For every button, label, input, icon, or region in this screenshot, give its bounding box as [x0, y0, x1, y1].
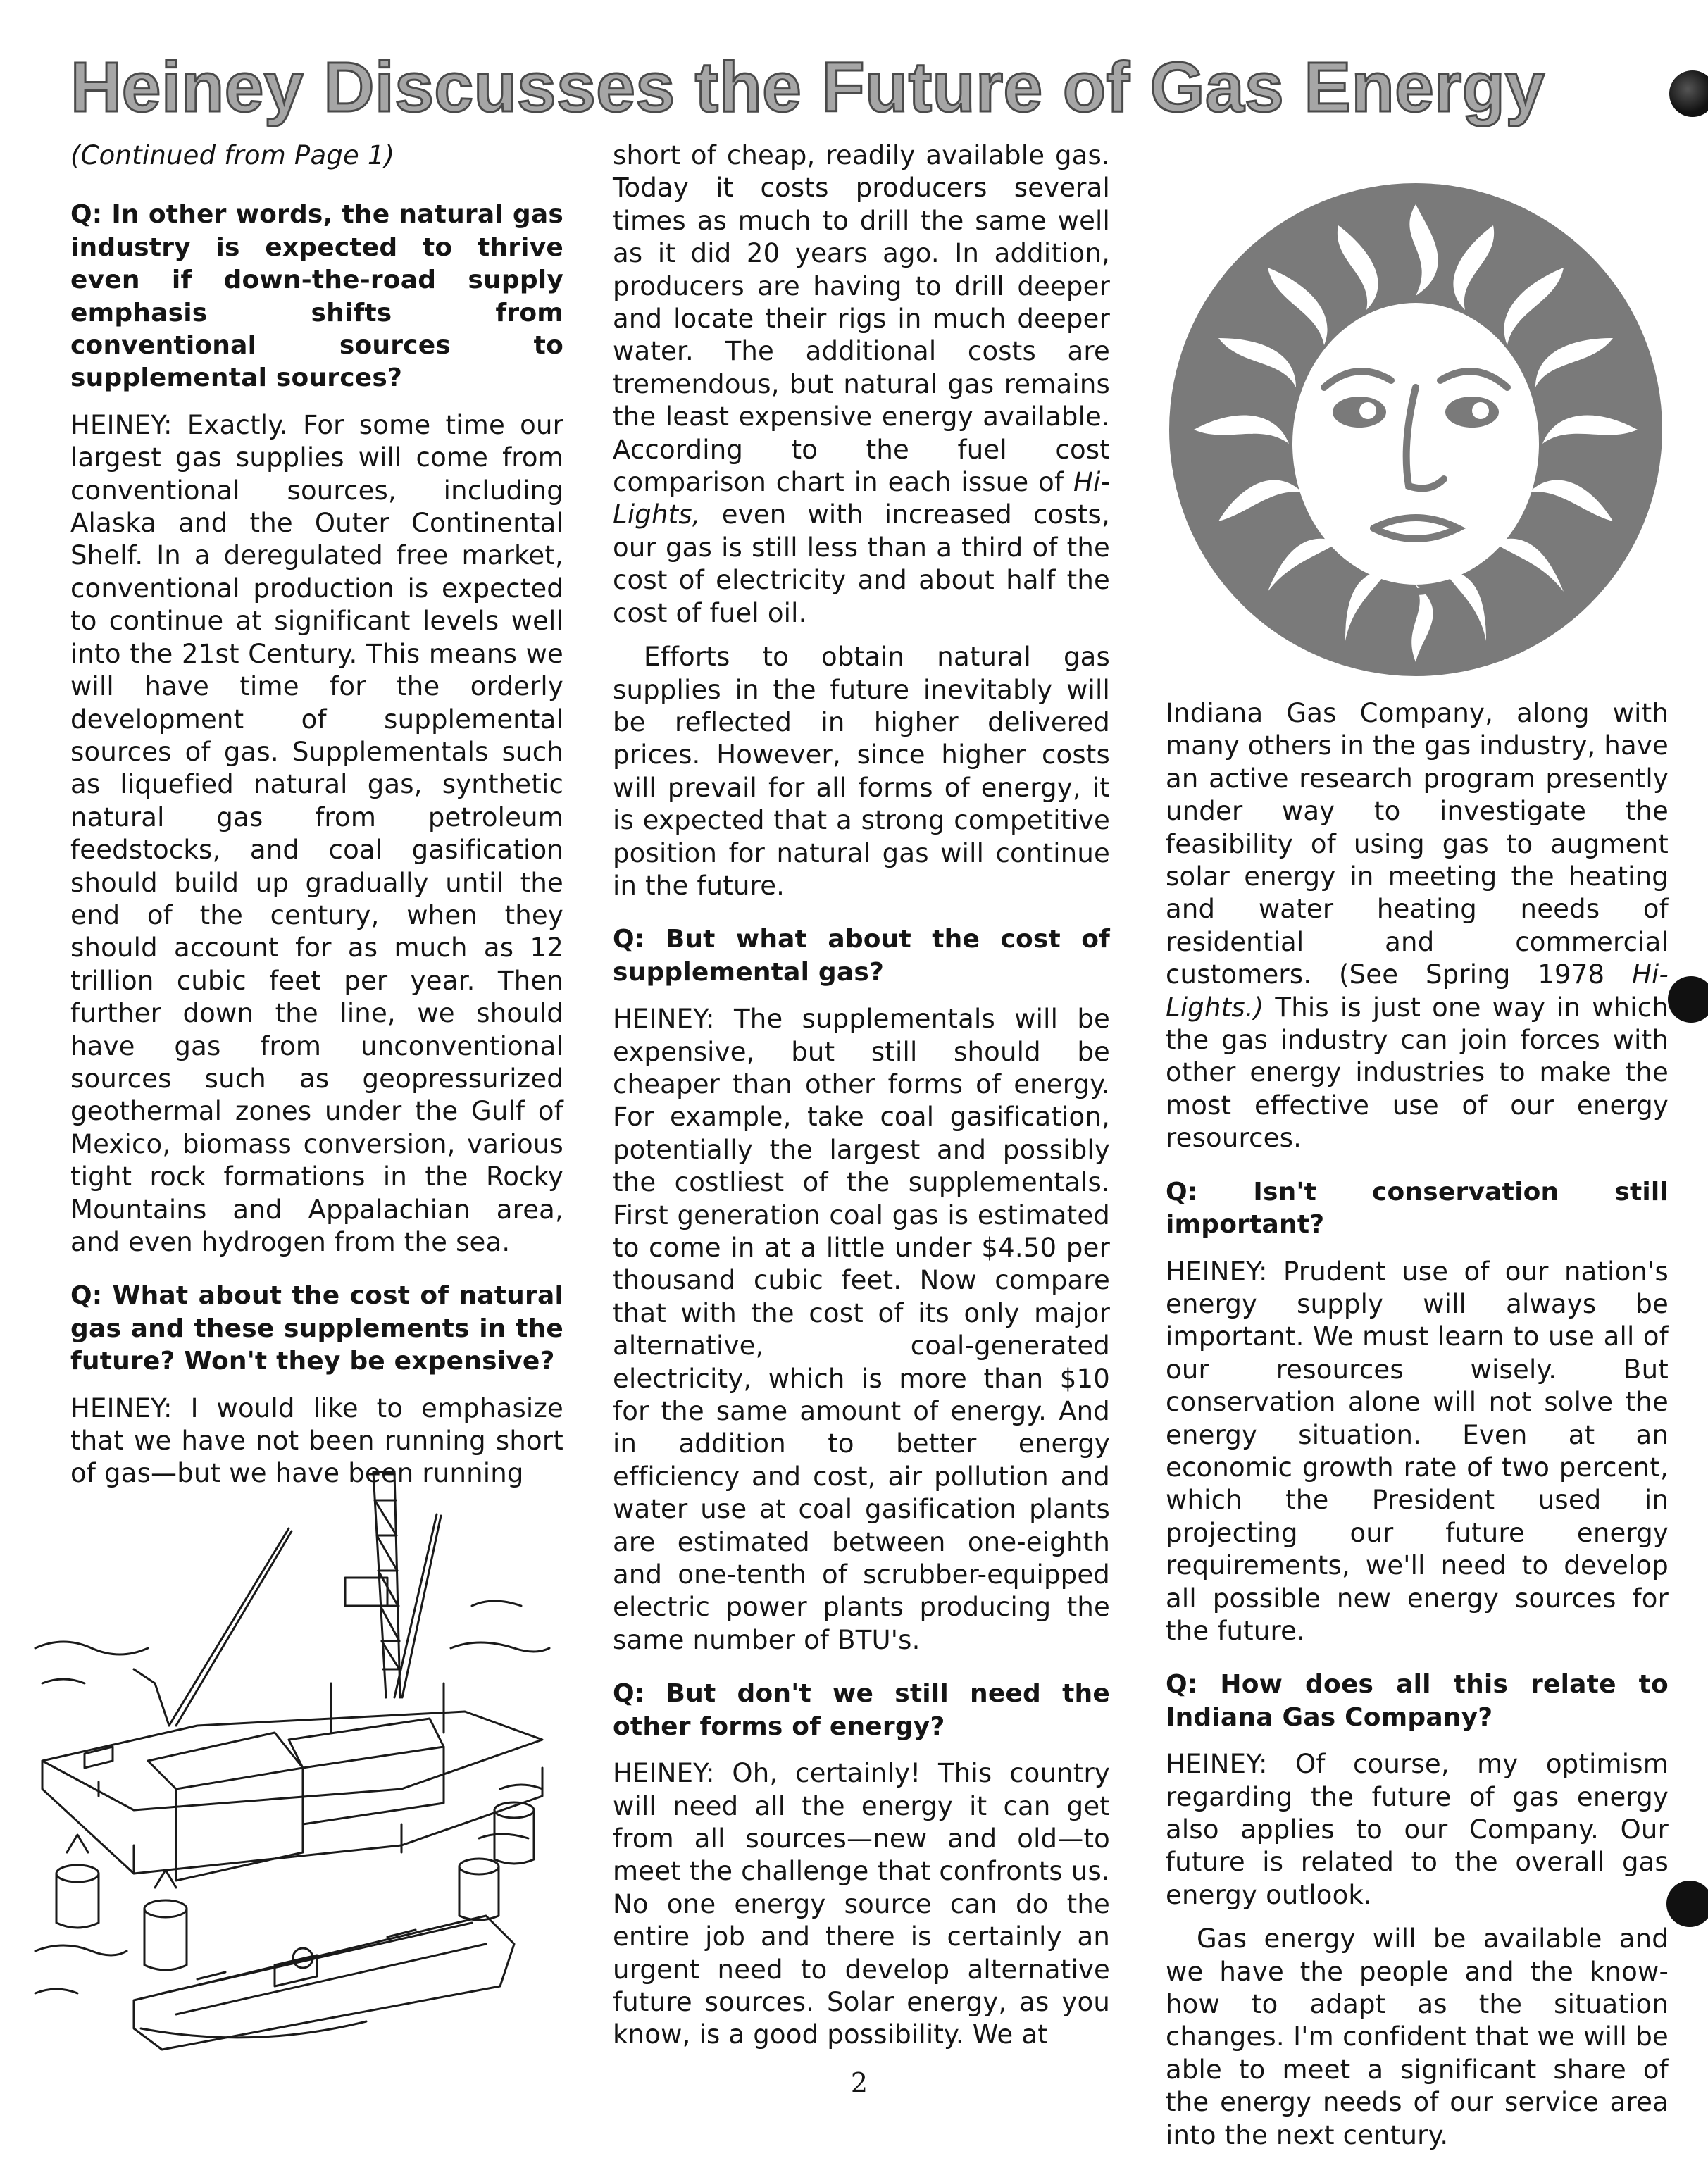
closing-paragraph: Gas energy will be available and we have the people and the know-how to adapt as the situation changes. I'm confident that we will be able to meet a significant share of the energy needs of our service area into the next century.: [1166, 1924, 1669, 2150]
binder-hole-middle: [1668, 976, 1708, 1023]
binder-hole-bottom: [1666, 1881, 1708, 1927]
column-1: [70, 139, 563, 1502]
question-4: Q: But don't we still need the other forms of energy?: [613, 1679, 1110, 1741]
answer-1: HEINEY: Exactly. For some time our largest gas supplies will come from conventional sources, including Alaska and the Outer Continental Shelf. In a deregulated free market, conventional production is expected to continue at significant levels well into the 21st Century. This means we will have time for the orderly development of supplemental sources of gas. Supplementals such as liquefied natural gas, synthetic natural gas from petroleum feedstocks, and coal gasification should build up gradually until the end of the century, when they should account for as much as 12 trillion cubic feet per year. Then further down the line, we should have gas from unconventional sources such as geopressurized geothermal zones under the Gulf of Mexico, biomass conversion, various tight rock formations in the Rocky Mountains and Appalachian area, and even hydrogen from the sea.: [70, 409, 563, 1257]
question-6: Q: How does all this relate to Indiana Gas Company?: [1166, 1670, 1669, 1732]
answer-2: HEINEY: I would like to emphasize that we have not been running short of gas—but we have been running: [70, 1392, 563, 1489]
paragraph-research: Indiana Gas Company, along with many others in the gas industry, have an active research program presently under way to investigate the feasibility of using gas to augment solar energy in meeting the heating and water heating needs of residential and commercial customers. (See Spring 1978 Hi-Lights.) This is just one way in which the gas industry can join forces with other energy industries to make the most effective use of our energy resources.: [1166, 698, 1669, 1154]
answer-2-continued: short of cheap, readily available gas. Today it costs producers several times as much to drill the same well as it did 20 years ago. In addition, producers are having to drill deeper and locate their rigs in much deeper water. The additional costs are tremendous, but natural gas remains the least expensive energy available. According to the fuel cost comparison chart in each issue of Hi-Lights, even with increased costs, our gas is still less than a third of the cost of electricity and about half the cost of fuel oil.: [613, 140, 1110, 628]
question-5: Q: Isn't conservation still important?: [1166, 1177, 1669, 1240]
answer-3: HEINEY: The supplementals will be expensive, but still should be cheaper than other forms of energy. For example, take coal gasification, potentially the largest and possibly the costliest of the supplementals. First generation coal gas is estimated to come in at a little under $4.50 per thousand cubic feet. Now compare that with the cost of its only major alternative, coal-generated electricity, which is more than $10 for the same amount of energy. And in addition to better energy efficiency and cost, air pollution and water use at coal gasification plants are estimated between one-eighth and one-tenth of scrubber-equipped electric power plants producing the same number of BTU's.: [613, 1004, 1110, 1655]
question-3: Q: But what about the cost of supplemental gas?: [613, 925, 1110, 987]
page-number: 2: [850, 2067, 868, 2098]
column-3: [1166, 697, 1669, 2163]
column-2: [613, 139, 1110, 2063]
offshore-drilling-rig-illustration: [21, 1458, 563, 2057]
answer-4: HEINEY: Oh, certainly! This country will need all the energy it can get from all sources—new and old—to meet the challenge that confronts us. No one energy source can do the entire job and there is certainly an urgent need to develop alternative future sources. Solar energy, as you know, is a good possibility. We at: [613, 1758, 1110, 2050]
page-headline: Heiney Discusses the Future of Gas Energy: [70, 48, 1545, 127]
binder-hole-top: [1669, 70, 1708, 117]
answer-5: HEINEY: Prudent use of our nation's energy supply will always be important. We must learn to use all of our resources wisely. But conservation alone will not solve the energy situation. Even at an economic growth rate of two percent, which the President used in projecting our future energy requirements, we'll need to develop all possible new energy sources for the future.: [1166, 1256, 1669, 1646]
question-1: Q: In other words, the natural gas industry is expected to thrive even if down-the-road supply emphasis shifts from conventional sources to supplemental sources?: [70, 200, 563, 393]
paragraph-prices: Efforts to obtain natural gas supplies in the future inevitably will be reflected in higher delivered prices. However, since higher costs will prevail for all forms of energy, it is expected that a strong competitive position for natural gas will continue in the future.: [613, 642, 1110, 901]
question-2: Q: What about the cost of natural gas and these supplements in the future? Won't they be expensive?: [70, 1281, 563, 1376]
sun-face-illustration: [1162, 176, 1669, 683]
continued-note: (Continued from Page 1): [70, 140, 395, 170]
answer-6: HEINEY: Of course, my optimism regarding the future of gas energy also applies to our Company. Our future is related to the overall gas energy outlook.: [1166, 1749, 1669, 1910]
